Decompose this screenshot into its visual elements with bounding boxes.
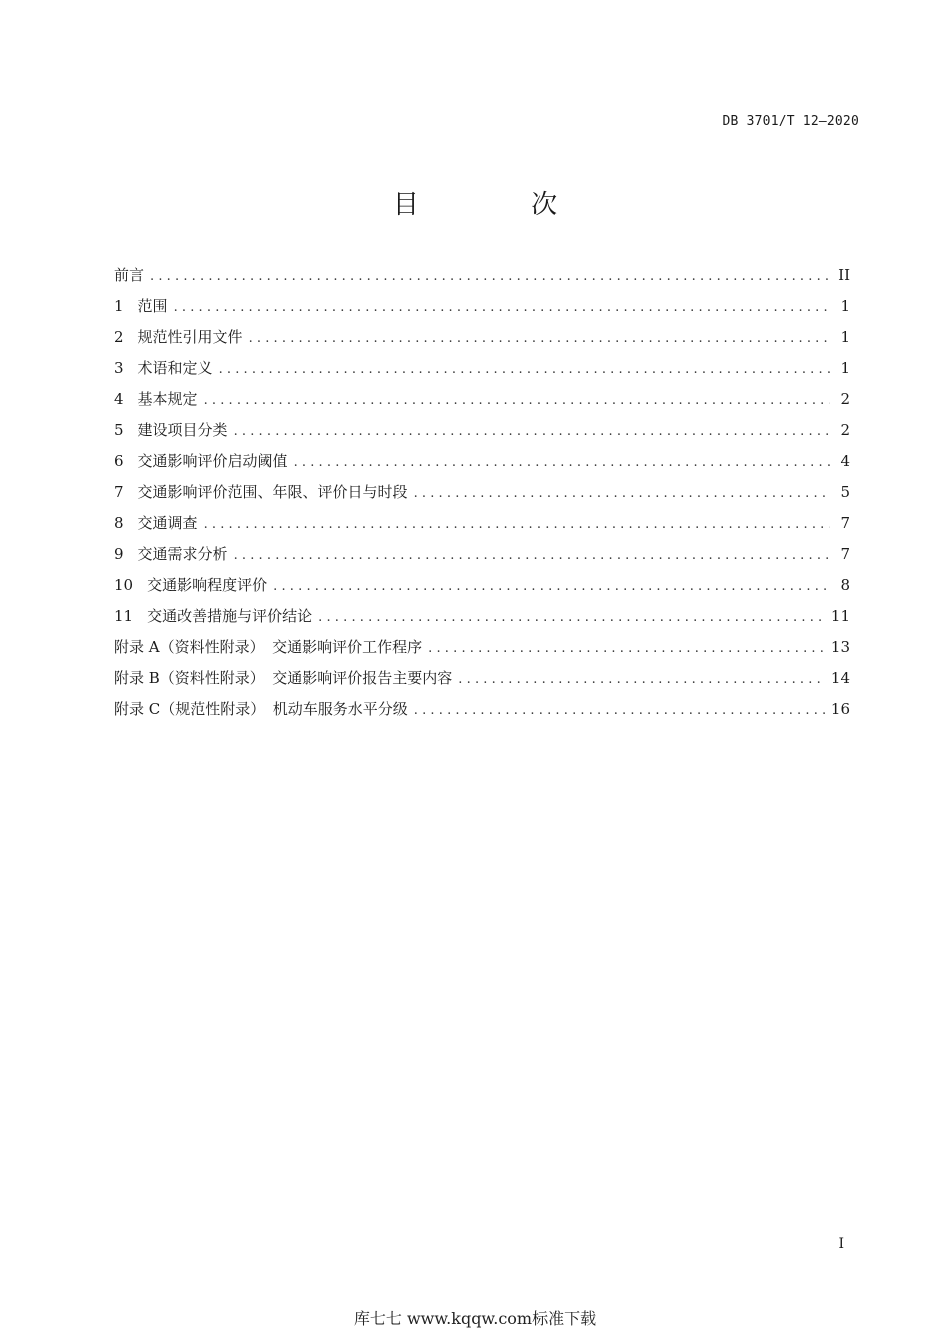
toc-entry-basic-rules[interactable] [114,388,850,419]
toc-entry-label: 交通需求分析 [137,545,228,563]
toc-entry-page: 8 [840,576,850,594]
toc-leader-dots [174,300,830,315]
toc-leader-dots [249,331,830,346]
toc-entry-impact-evaluation[interactable] [114,574,850,605]
toc-entry-demand-analysis[interactable] [114,543,850,574]
toc-entry-page: 7 [840,545,850,563]
toc-entry-number: 9 [114,545,124,563]
toc-entry-page: 5 [840,483,850,501]
toc-entry-label: 交通影响评价启动阈值 [137,452,288,470]
page-number: I [838,1236,844,1252]
toc-entry-label: 附录 B（资料性附录） 交通影响评价报告主要内容 [114,669,453,687]
toc-leader-dots [273,579,830,594]
toc-leader-dots [204,393,830,408]
standard-code: DB 3701/T 12—2020 [722,114,859,129]
toc-entry-number: 3 [114,359,124,377]
toc-entry-project-classification[interactable] [114,419,850,450]
toc-entry-appendix-b[interactable] [114,667,850,698]
toc-leader-dots [458,672,825,687]
toc-entry-page: 1 [840,328,850,346]
toc-entry-preface[interactable] [114,264,850,295]
toc-entry-label: 交通影响程度评价 [147,576,268,594]
toc-entry-page: 2 [840,421,850,439]
toc-entry-label: 范围 [137,297,168,315]
toc-entry-page: 1 [840,297,850,315]
toc-entry-page: 11 [830,607,850,625]
toc-entry-traffic-survey[interactable] [114,512,850,543]
toc-entry-number: 5 [114,421,124,439]
toc-entry-terms[interactable] [114,357,850,388]
toc-entry-label: 前言 [114,266,145,284]
toc-entry-label: 交通改善措施与评价结论 [147,607,313,625]
toc-entry-number: 6 [114,452,124,470]
toc-entry-label: 术语和定义 [137,359,213,377]
toc-entry-page: 7 [840,514,850,532]
toc-entry-number: 4 [114,390,124,408]
toc-entry-label: 附录 C（规范性附录） 机动车服务水平分级 [114,700,408,718]
toc-entry-label: 交通影响评价范围、年限、评价日与时段 [137,483,408,501]
toc-entry-page: 13 [830,638,850,656]
toc-entry-number: 2 [114,328,124,346]
toc-entry-appendix-c[interactable] [114,698,850,729]
toc-leader-dots [428,641,825,656]
toc-entry-normative-references[interactable] [114,326,850,357]
toc-entry-page: 4 [840,452,850,470]
toc-leader-dots [414,486,830,501]
toc-leader-dots [294,455,830,470]
toc-entry-scope[interactable] [114,295,850,326]
table-of-contents [114,264,850,729]
toc-entry-improvement-measures[interactable] [114,605,850,636]
toc-entry-number: 11 [114,607,134,625]
toc-entry-page: 1 [840,359,850,377]
toc-entry-page: 2 [840,390,850,408]
toc-entry-label: 基本规定 [137,390,198,408]
toc-leader-dots [234,548,830,563]
toc-entry-page: 14 [830,669,850,687]
toc-leader-dots [204,517,830,532]
toc-entry-number: 10 [114,576,134,594]
toc-entry-label: 建设项目分类 [137,421,228,439]
toc-entry-number: 1 [114,297,124,315]
page-title: 目 次 [392,190,610,220]
toc-entry-label: 附录 A（资料性附录） 交通影响评价工作程序 [114,638,423,656]
toc-entry-threshold[interactable] [114,450,850,481]
toc-leader-dots [318,610,825,625]
toc-entry-page: 16 [830,700,850,718]
toc-entry-label: 规范性引用文件 [137,328,243,346]
toc-entry-page: II [838,266,850,284]
toc-entry-label: 交通调查 [137,514,198,532]
toc-entry-number: 7 [114,483,124,501]
toc-entry-evaluation-range[interactable] [114,481,850,512]
toc-leader-dots [234,424,830,439]
toc-entry-number: 8 [114,514,124,532]
footer-watermark: 库七七 www.kqqw.com标准下载 [353,1309,597,1328]
toc-leader-dots [150,269,830,284]
toc-leader-dots [414,703,825,718]
toc-leader-dots [219,362,830,377]
toc-entry-appendix-a[interactable] [114,636,850,667]
